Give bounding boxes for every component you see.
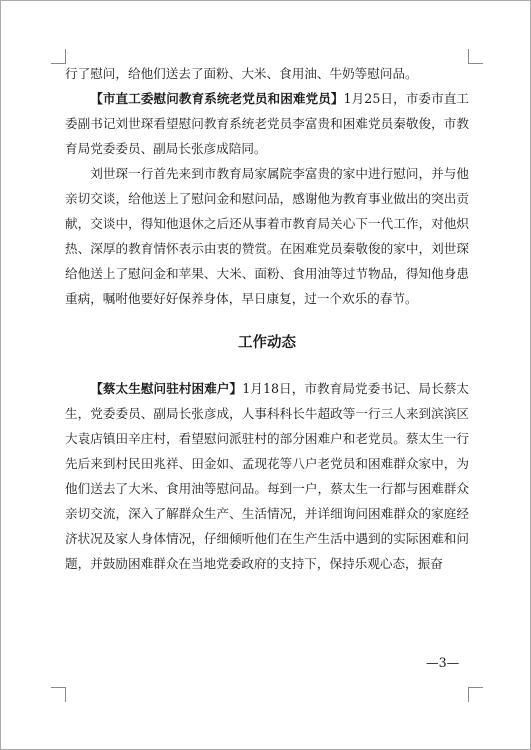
crop-mark-top-right <box>468 49 483 64</box>
paragraph-body: 1月18日，市教育局党委书记、局长蔡太生，党委委员、副局长张彦成，人事科科长牛超政等一行三人来到滨滨区大袁店镇田辛庄村，看望慰问派驻村的部分困难户和老党员。蔡太生一行先后来到村民田兆祥、田金如、孟现花等八户老党员和困难群众家中，为他们送去了大米、食用油等慰问品。每到一户，蔡太生一行都与困难群众亲切交流，深入了解群众生产、生活情况，并详细询问困难群众的家庭经济状况及家人身体情况，仔细倾听他们在生产生活中遇到的实际困难和问题，并鼓励困难群众在当地党委政府的支持下，保持乐观心态，振奋 <box>65 381 469 571</box>
crop-mark-bottom-right <box>468 687 483 702</box>
crop-mark-bottom-left <box>51 687 66 702</box>
crop-mark-top-left <box>51 49 66 64</box>
paragraph-visit-details: 刘世琛一行首先来到市教育局家属院李富贵的家中进行慰问，并与他亲切交谈，给他送上了慰问金和慰问品，感谢他为教育事业做出的突出贡献，交谈中，得知他退休之后还从事着市教育局关心下一代工作，对他炽热、深厚的教育情怀表示由衷的赞赏。在困难党员秦敬俊的家中，刘世琛给他送上了慰问金和苹果、大米、面粉、食用油等过节物品，得知他身患重病，嘱咐他要好好保养身体，早日康复，过一个欢乐的春节。 <box>65 166 469 306</box>
section-title: 工作动态 <box>238 335 296 351</box>
page-content <box>65 61 469 576</box>
page-number: —3— <box>426 655 460 670</box>
paragraph-work-committee <box>65 86 469 161</box>
paragraph-cai-taisheng-visit <box>65 376 469 576</box>
paragraph-heading: 【市直工委慰问教育系统老党员和困难党员】 <box>90 91 344 106</box>
paragraph-heading: 【蔡太生慰问驻村困难户】 <box>90 381 243 396</box>
paragraph-continuation: 行了慰问，给他们送去了面粉、大米、食用油、牛奶等慰问品。 <box>65 66 418 81</box>
paragraph-body: 1月25日，市委市直工委副书记刘世琛看望慰问教育系统老党员李富贵和困难党员秦敬俊，市教育局党委委员、副局长张彦成陪同。 <box>65 91 469 156</box>
